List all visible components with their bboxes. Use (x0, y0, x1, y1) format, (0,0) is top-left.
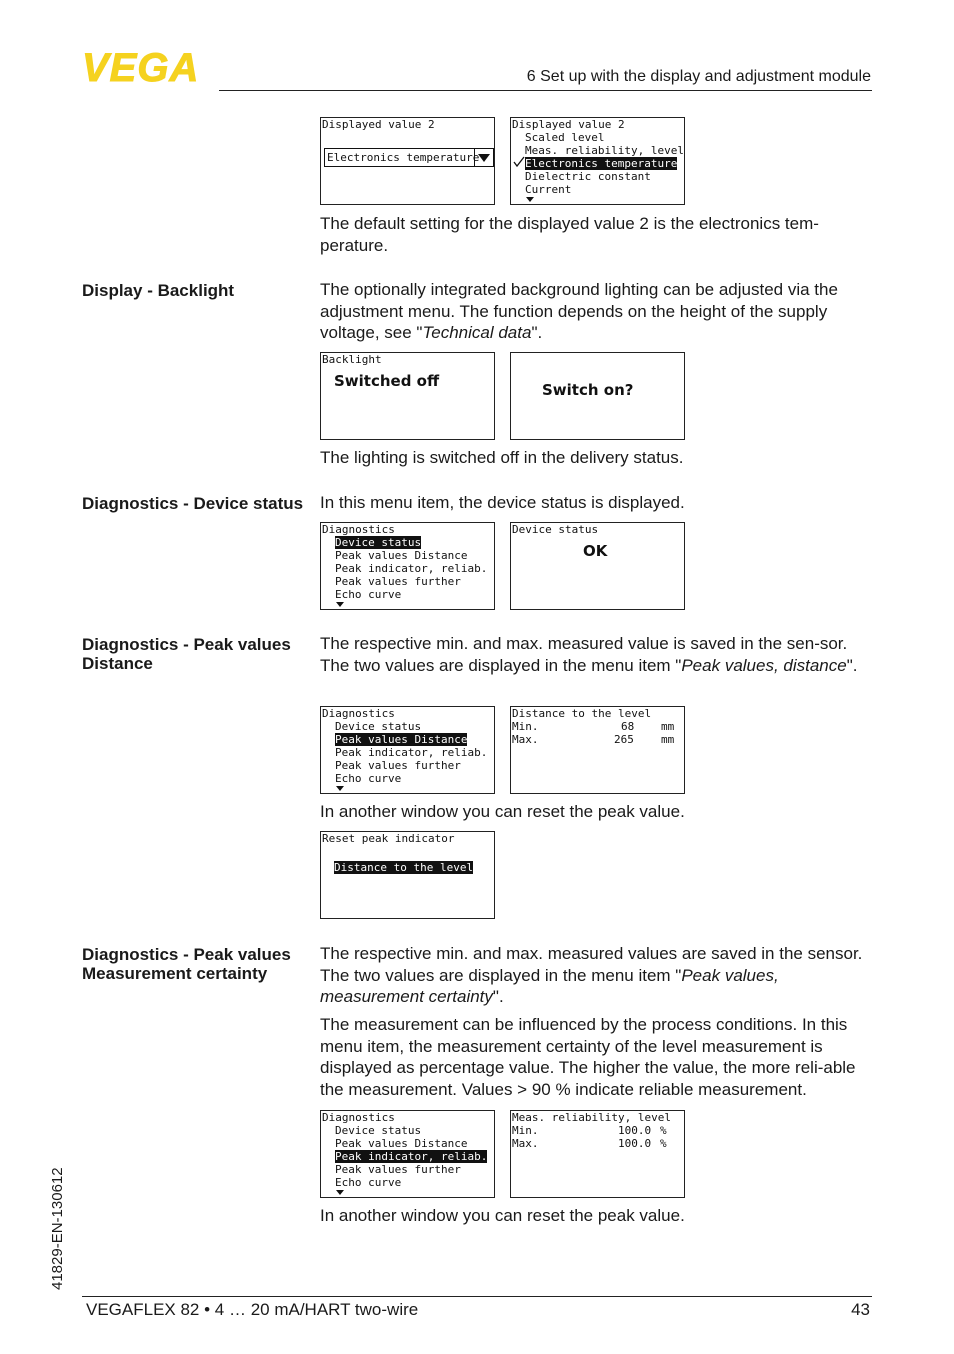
footer-divider (82, 1296, 872, 1297)
max-value: 265 (614, 733, 634, 746)
reset-note-1: In another window you can reset the peak value. (320, 802, 685, 821)
min-label: Min. (512, 1124, 539, 1137)
reset-item-selected: Distance to the level (334, 861, 474, 874)
certainty-explanation: The measurement can be influenced by the process conditions. In this menu item, the measurement certainty of the level measurement is displayed as percentage value. The higher the value, the more reli-able the measurement. Values > 90 % indicate reliable measurement. (320, 1015, 856, 1099)
dropdown-value: Electronics temperature (327, 151, 480, 164)
min-label: Min. (512, 720, 539, 733)
dv2-default-text: The default setting for the displayed value 2 is the electronics tem-perature. (320, 214, 819, 255)
screen-title: Distance to the level (512, 707, 652, 720)
device-status-value: OK (583, 542, 608, 560)
document-code: 41829-EN-130612 (49, 1167, 66, 1290)
switch-on-prompt: Switch on? (542, 381, 634, 399)
min-unit: % (660, 1124, 667, 1137)
scroll-down-icon (526, 197, 534, 202)
max-label: Max. (512, 1137, 539, 1150)
screen-backlight (320, 352, 495, 440)
backlight-paragraph: The optionally integrated background lighting can be adjusted via the adjustment menu. The function depends on the height of the supply voltage, see "Technical data". (320, 280, 838, 342)
list-item-selected: Device status (335, 536, 422, 549)
list-item: Echo curve (335, 772, 402, 785)
logo-text: VEGA (82, 50, 200, 84)
scroll-down-icon (336, 786, 344, 791)
list-item: Peak values further (335, 1163, 461, 1176)
list-item: Echo curve (335, 588, 402, 601)
list-item-selected: Peak values Distance (335, 733, 468, 746)
screen-switch-on (510, 352, 685, 440)
screen-device-status (510, 522, 685, 610)
reset-note-2: In another window you can reset the peak value. (320, 1206, 685, 1225)
checkmark-icon (513, 156, 525, 171)
screen-title: Displayed value 2 (512, 118, 625, 131)
min-value: 68 (621, 720, 635, 733)
list-item: Dielectric constant (525, 170, 651, 183)
list-item-selected: Electronics temperature (525, 157, 678, 170)
screen-reset-peak (320, 831, 495, 919)
scroll-down-icon (336, 1190, 344, 1195)
peak-certainty-heading: Diagnostics - Peak values Measurement certainty (82, 945, 291, 983)
device-status-heading: Diagnostics - Device status (82, 494, 304, 513)
list-item: Peak indicator, reliab. (335, 562, 488, 575)
list-item: Peak values Distance (335, 1137, 468, 1150)
screen-title: Reset peak indicator (322, 832, 455, 845)
list-item: Current (525, 183, 572, 196)
screen-title: Backlight (322, 353, 382, 366)
screen-diagnostics-peak-reliab (320, 1110, 495, 1198)
max-value: 100.0 (618, 1137, 652, 1150)
section-title: 6 Set up with the display and adjustment module (526, 68, 871, 85)
list-item: Peak values Distance (335, 549, 468, 562)
footer-product: VEGAFLEX 82 • 4 … 20 mA/HART two-wire (86, 1300, 419, 1319)
page-number: 43 (851, 1300, 870, 1319)
vega-logo (82, 50, 212, 84)
screen-meas-reliability (510, 1110, 685, 1198)
screen-title: Diagnostics (322, 1111, 395, 1124)
screen-displayed-value-2-select (320, 117, 495, 205)
screen-title: Device status (512, 523, 599, 536)
backlight-heading: Display - Backlight (82, 281, 235, 300)
max-unit: % (660, 1137, 667, 1150)
peak-certainty-paragraph: The respective min. and max. measured values are saved in the sensor. The two values are displayed in the menu item "Peak values, measurement certainty". (320, 944, 863, 1006)
peak-distance-paragraph: The respective min. and max. measured value is saved in the sen-sor. The two values are displayed in the menu item "Peak values, distance". (320, 634, 858, 675)
max-unit: mm (661, 733, 675, 746)
value-dropdown (324, 148, 494, 167)
header-divider (219, 90, 872, 91)
min-unit: mm (661, 720, 675, 733)
screen-title: Displayed value 2 (322, 118, 435, 131)
list-item: Peak values further (335, 575, 461, 588)
list-item: Device status (335, 720, 422, 733)
screen-title: Diagnostics (322, 707, 395, 720)
device-status-paragraph: In this menu item, the device status is displayed. (320, 493, 685, 512)
backlight-note: The lighting is switched off in the delivery status. (320, 448, 684, 467)
list-item: Scaled level (525, 131, 605, 144)
list-item: Peak indicator, reliab. (335, 746, 488, 759)
peak-distance-heading: Diagnostics - Peak values Distance (82, 635, 291, 673)
screen-diagnostics-peak-distance (320, 706, 495, 794)
screen-displayed-value-2-list (510, 117, 685, 205)
scroll-down-icon (336, 602, 344, 607)
list-item: Device status (335, 1124, 422, 1137)
backlight-value: Switched off (334, 372, 440, 390)
screen-title: Diagnostics (322, 523, 395, 536)
max-label: Max. (512, 733, 539, 746)
screen-distance-to-level (510, 706, 685, 794)
screen-title: Meas. reliability, level (512, 1111, 671, 1124)
list-item: Peak values further (335, 759, 461, 772)
dropdown-arrow-icon (474, 149, 493, 166)
min-value: 100.0 (618, 1124, 652, 1137)
list-item: Echo curve (335, 1176, 402, 1189)
list-item: Meas. reliability, level (525, 144, 684, 157)
screen-diagnostics-device (320, 522, 495, 610)
list-item-selected: Peak indicator, reliab. (335, 1150, 488, 1163)
